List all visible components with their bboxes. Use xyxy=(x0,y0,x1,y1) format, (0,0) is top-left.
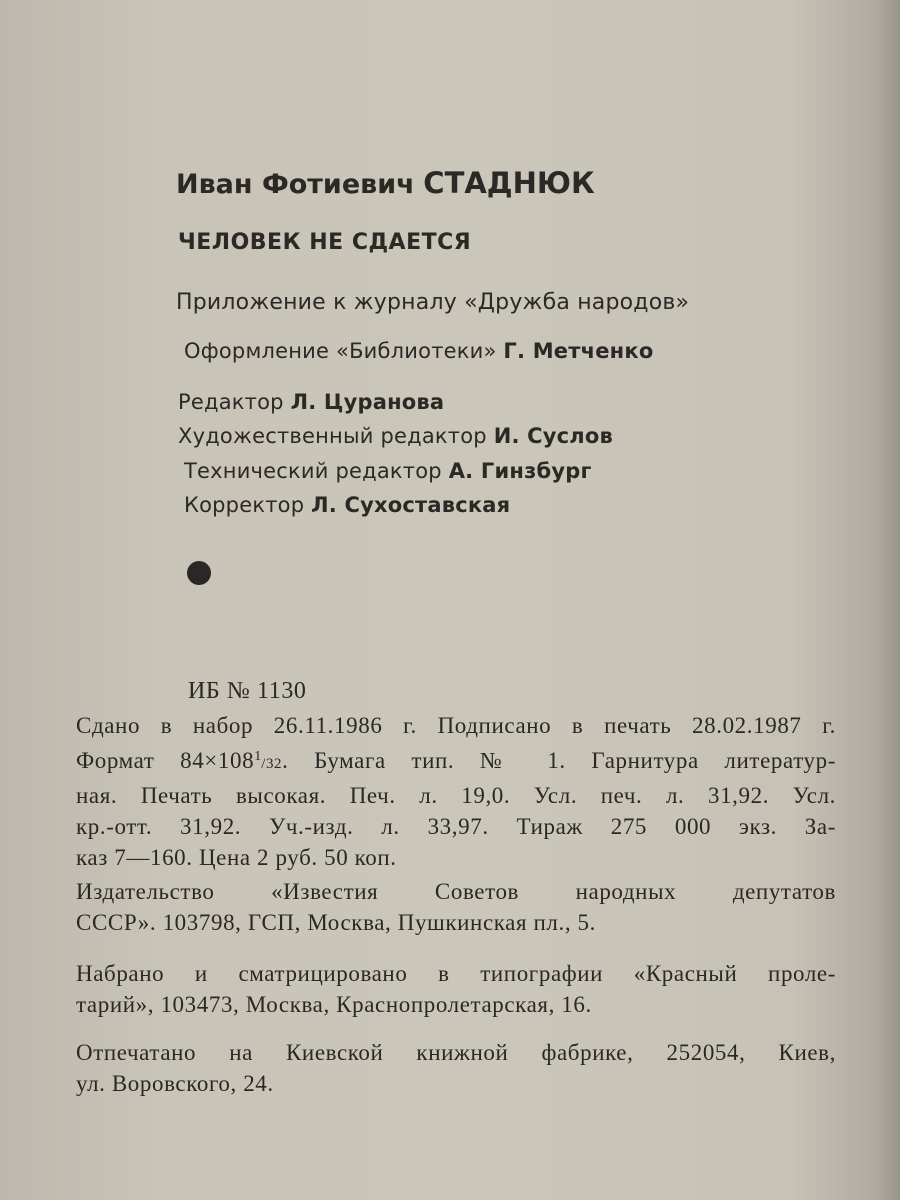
page-edge-shadow xyxy=(878,0,900,1200)
tech-editor-credit xyxy=(184,459,592,483)
imprint-line: ная. Печать высокая. Печ. л. 19,0. Усл. печ. л. 31,92. Усл. xyxy=(76,783,836,808)
publisher-block xyxy=(76,876,836,938)
format-fraction-numerator: 1 xyxy=(254,749,262,764)
editor-label: Редактор xyxy=(178,390,284,414)
ib-number: ИБ № 1130 xyxy=(188,678,307,704)
imprint-format-line xyxy=(76,741,836,780)
editor-credit xyxy=(178,390,444,414)
publisher-line: Издательство «Известия Советов народных депутатов xyxy=(76,879,836,904)
publisher-line: СССР». 103798, ГСП, Москва, Пушкинская пл., 5. xyxy=(76,910,596,935)
tech-editor-name: А. Гинзбург xyxy=(448,459,592,483)
corrector-label: Корректор xyxy=(184,493,305,517)
typeset-block xyxy=(76,958,836,1020)
art-editor-name: И. Суслов xyxy=(493,424,613,448)
printed-block xyxy=(76,1037,836,1099)
format-fraction-denominator: /32 xyxy=(261,756,283,772)
author-name: Иван Фотиевич xyxy=(176,169,415,200)
supplement-line: Приложение к журналу «Дружба народов» xyxy=(176,290,690,315)
corrector-name: Л. Сухоставская xyxy=(311,493,511,517)
book-title: ЧЕЛОВЕК НЕ СДАЕТСЯ xyxy=(178,230,472,255)
tech-editor-label: Технический редактор xyxy=(184,459,442,483)
format-rest: . Бумага тип. № 1. Гарнитура литератур- xyxy=(282,748,836,773)
corrector-credit xyxy=(184,493,510,517)
design-label: Оформление «Библиотеки» xyxy=(184,339,497,363)
printed-line: ул. Воровского, 24. xyxy=(76,1071,274,1096)
imprint-line: кр.-отт. 31,92. Уч.-изд. л. 33,97. Тираж 275 000 экз. За- xyxy=(76,814,836,839)
imprint-line: Сдано в набор 26.11.1986 г. Подписано в печать 28.02.1987 г. xyxy=(76,713,836,738)
bullet-dot-icon xyxy=(187,561,211,585)
printed-line: Отпечатано на Киевской книжной фабрике, 252054, Киев, xyxy=(76,1040,836,1065)
editor-name: Л. Цуранова xyxy=(290,390,445,414)
design-name: Г. Метченко xyxy=(503,339,654,363)
art-editor-label: Художественный редактор xyxy=(178,424,487,448)
typeset-line: тарий», 103473, Москва, Краснопролетарская, 16. xyxy=(76,992,592,1017)
design-credit xyxy=(184,339,653,363)
author-line xyxy=(176,166,595,200)
typeset-line: Набрано и сматрицировано в типографии «Красный проле- xyxy=(76,961,836,986)
art-editor-credit xyxy=(178,424,613,448)
format-text: Формат 84×108 xyxy=(76,748,255,773)
author-surname: СТАДНЮК xyxy=(423,166,595,200)
imprint-block xyxy=(76,710,836,873)
imprint-line: каз 7—160. Цена 2 руб. 50 коп. xyxy=(76,845,397,870)
